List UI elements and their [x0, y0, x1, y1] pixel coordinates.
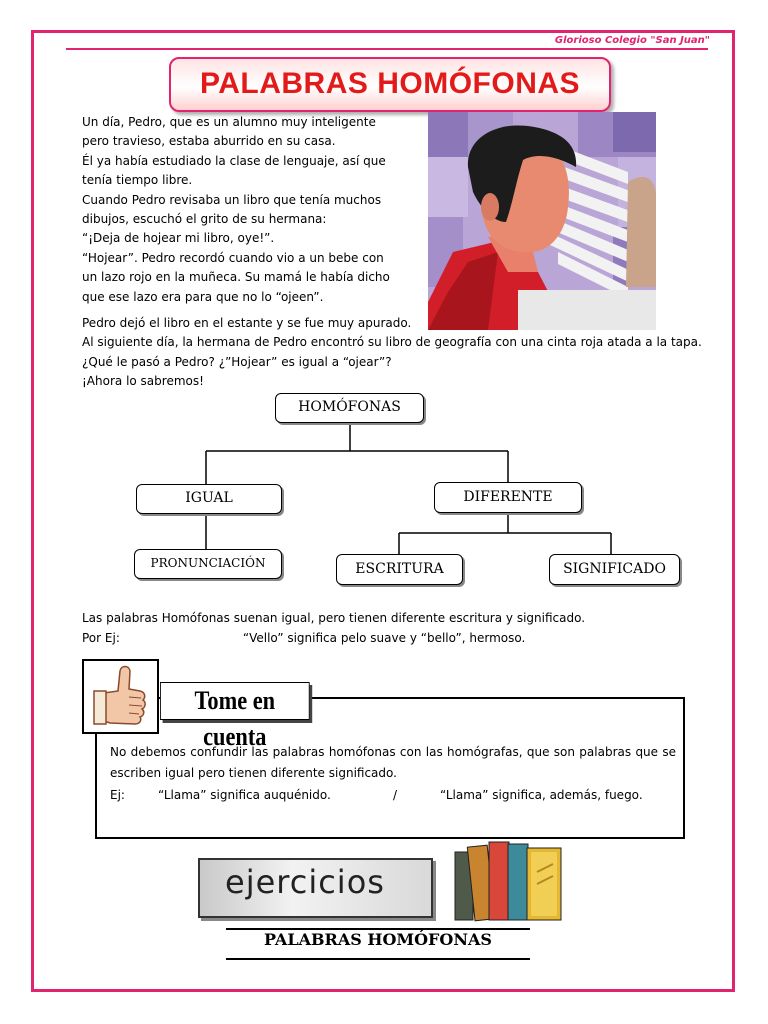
note-example-2: “Llama” significa, además, fuego. — [440, 788, 643, 802]
node-escritura: ESCRITURA — [336, 554, 463, 585]
page-title: PALABRAS HOMÓFONAS — [169, 57, 611, 112]
story-line: dibujos, escuchó el grito de su hermana: — [82, 212, 327, 227]
note-example-1: “Llama” significa auquénido. — [158, 788, 331, 802]
story-line: tenía tiempo libre. — [82, 173, 193, 188]
tome-en-cuenta-text — [110, 742, 676, 783]
node-pronunciacion: PRONUNCIACIÓN — [134, 549, 282, 579]
story-line: pero travieso, estaba aburrido en su casa. — [82, 134, 336, 149]
example-text: “Vello” significa pelo suave y “bello”, hermoso. — [242, 631, 526, 645]
story-line: Cuando Pedro revisaba un libro que tenía muchos — [82, 192, 382, 207]
definition-block — [82, 608, 702, 648]
tome-en-cuenta-label: Tome en cuenta — [160, 682, 310, 720]
school-name: Glorioso Colegio "San Juan" — [554, 35, 710, 46]
story-line: ¿Qué le pasó a Pedro? ¿”Hojear” es igual a “ojear”? — [82, 354, 392, 369]
story-line: que ese lazo era para que no lo “ojeen”. — [82, 289, 324, 304]
definition-text: Las palabras Homófonas suenan igual, pero tienen diferente escritura y significado. — [82, 611, 586, 625]
story-line: Al siguiente día, la hermana de Pedro encontró su libro de geografía con una cinta roja atada a la tapa. — [82, 335, 702, 350]
books-icon — [453, 832, 565, 924]
ejercicios-label: ejercicios — [225, 863, 385, 901]
node-significado: SIGNIFICADO — [549, 554, 680, 585]
node-diferente: DIFERENTE — [434, 482, 582, 513]
node-homofonas: HOMÓFONAS — [275, 393, 424, 423]
story-line: “Hojear”. Pedro recordó cuando vio a un bebe con — [82, 250, 384, 265]
story-line: Pedro dejó el libro en el estante y se fue muy apurado. — [82, 316, 412, 330]
example-label: Por Ej: — [82, 631, 120, 645]
story-line: “¡Deja de hojear mi libro, oye!”. — [82, 231, 275, 246]
thumbs-up-icon — [84, 661, 157, 732]
footer-rule-bottom — [226, 958, 530, 960]
node-igual: IGUAL — [136, 484, 282, 514]
story-line: Él ya había estudiado la clase de lenguaje, así que — [82, 153, 386, 168]
story-line: ¡Ahora lo sabremos! — [82, 374, 204, 389]
note-ej-label: Ej: — [110, 788, 125, 802]
note-text: No debemos confundir las palabras homófonas con las homógrafas, que son palabras que se escriben igual pero tienen diferente significado. — [110, 745, 676, 780]
story-line: un lazo rojo en la muñeca. Su mamá le había dicho — [82, 270, 390, 285]
note-separator: / — [393, 788, 398, 802]
ejercicios-subtitle: PALABRAS HOMÓFONAS — [264, 930, 492, 949]
thumb-frame — [82, 659, 159, 734]
story-line: Un día, Pedro, que es un alumno muy inteligente — [82, 115, 376, 129]
